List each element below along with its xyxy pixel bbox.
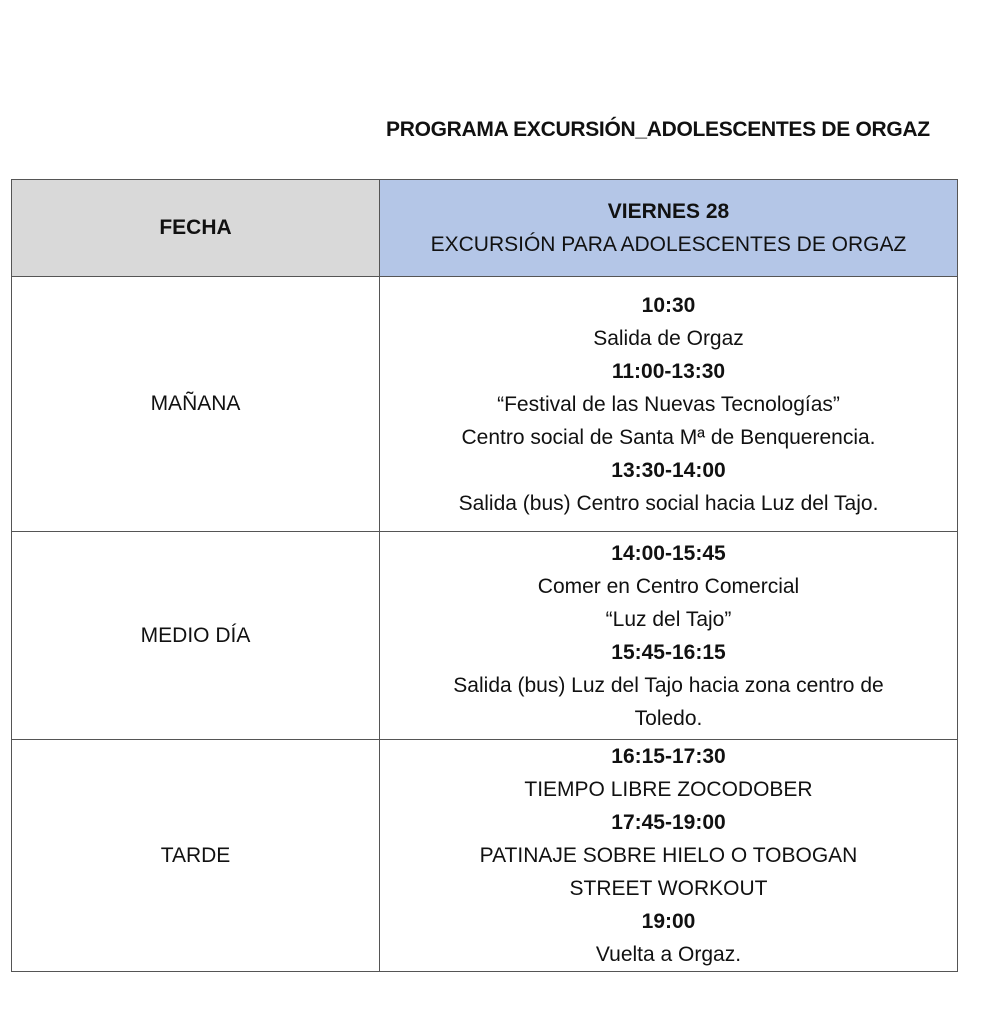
period-label: MEDIO DÍA xyxy=(12,532,380,740)
event-line: PATINAJE SOBRE HIELO O TOBOGAN xyxy=(479,844,858,867)
event-line: 15:45-16:15 xyxy=(611,640,726,664)
table-row xyxy=(12,277,958,532)
event-line: 19:00 xyxy=(641,910,696,933)
event-line: Salida de Orgaz xyxy=(593,326,744,350)
header-day: VIERNES 28 xyxy=(607,200,730,223)
event-line: Salida (bus) Luz del Tajo hacia zona centro de xyxy=(453,673,884,697)
event-line: TIEMPO LIBRE ZOCODOBER xyxy=(524,778,813,801)
period-label: TARDE xyxy=(12,740,380,972)
events-cell xyxy=(380,277,958,532)
event-line: Toledo. xyxy=(634,706,703,730)
event-line: Salida (bus) Centro social hacia Luz del Tajo. xyxy=(458,491,879,515)
events-cell xyxy=(380,740,958,972)
header-day-cell xyxy=(380,180,958,277)
event-line: 13:30-14:00 xyxy=(611,458,726,482)
header-row xyxy=(12,180,958,277)
event-line: “Festival de las Nuevas Tecnologías” xyxy=(497,392,840,416)
event-line: 16:15-17:30 xyxy=(611,745,726,768)
header-subtitle: EXCURSIÓN PARA ADOLESCENTES DE ORGAZ xyxy=(430,233,907,256)
event-line: Comer en Centro Comercial xyxy=(537,574,800,598)
event-line: 14:00-15:45 xyxy=(611,541,726,565)
event-line: 11:00-13:30 xyxy=(611,359,726,383)
event-line: Centro social de Santa Mª de Benquerencia. xyxy=(461,425,876,449)
event-line: “Luz del Tajo” xyxy=(605,607,732,631)
events-cell xyxy=(380,532,958,740)
program-table xyxy=(11,179,958,972)
event-line: 17:45-19:00 xyxy=(611,811,726,834)
event-line: Vuelta a Orgaz. xyxy=(595,943,742,966)
header-fecha: FECHA xyxy=(12,180,380,277)
period-label: MAÑANA xyxy=(12,277,380,532)
event-line: STREET WORKOUT xyxy=(569,877,768,900)
document-title: PROGRAMA EXCURSIÓN_ADOLESCENTES DE ORGAZ xyxy=(386,118,930,141)
event-line: 10:30 xyxy=(641,293,696,317)
table-row xyxy=(12,740,958,972)
table-row xyxy=(12,532,958,740)
